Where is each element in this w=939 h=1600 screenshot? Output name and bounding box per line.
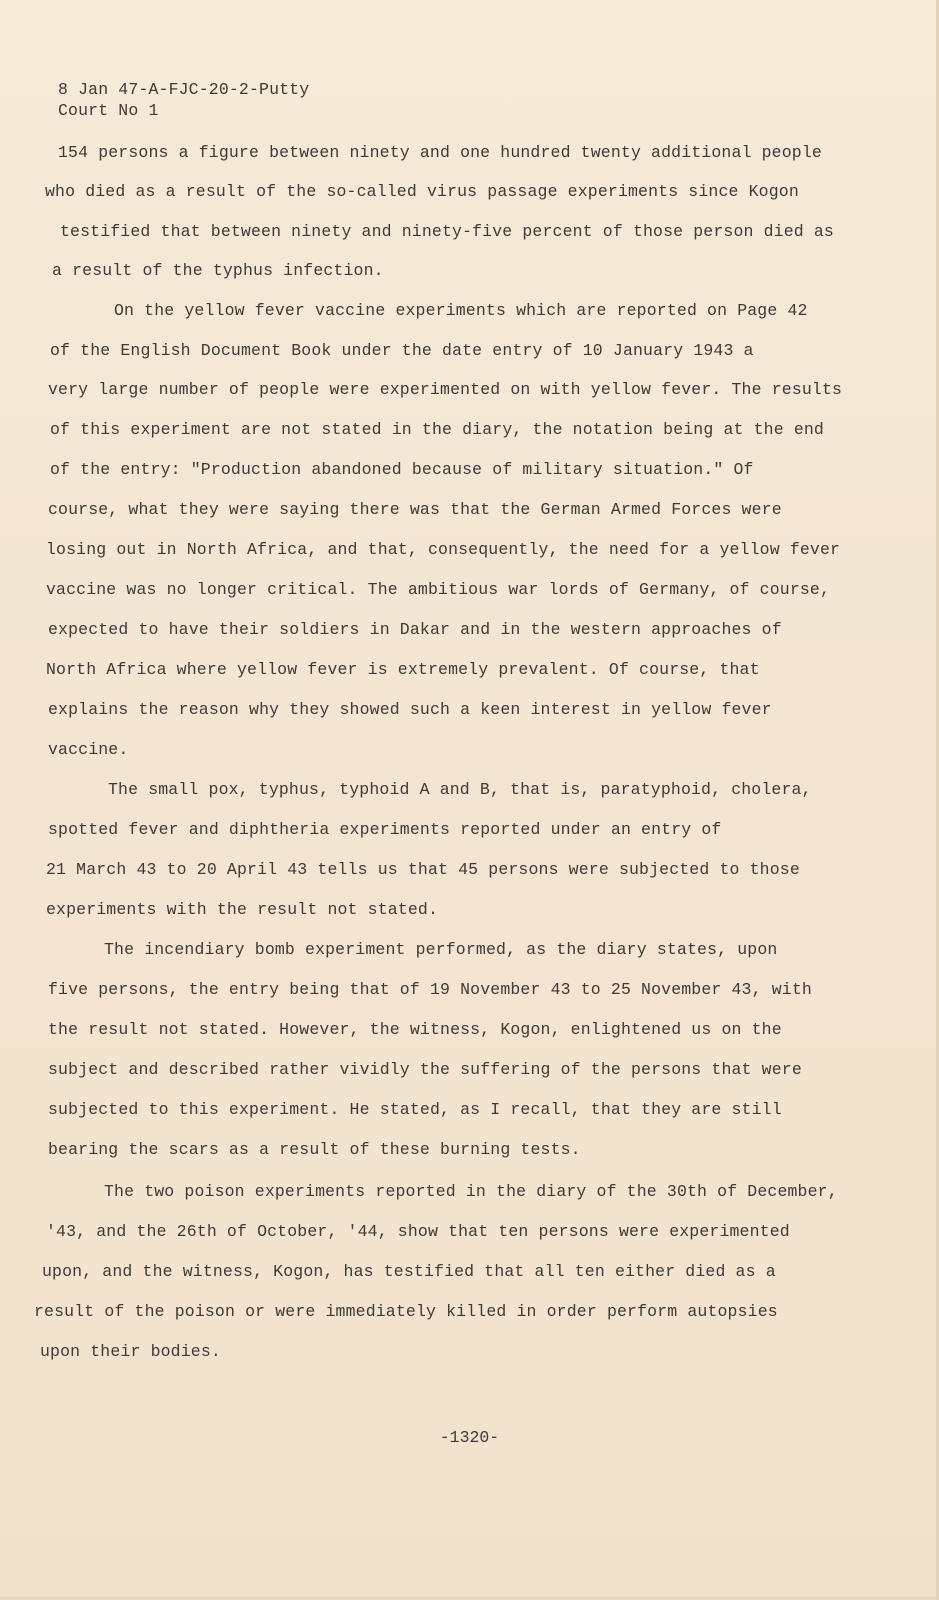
text-line: explains the reason why they showed such a keen interest in yellow fever: [48, 700, 772, 719]
text-line: upon, and the witness, Kogon, has testified that all ten either died as a: [42, 1262, 776, 1281]
text-line: a result of the typhus infection.: [52, 261, 384, 280]
text-line: North Africa where yellow fever is extremely prevalent. Of course, that: [46, 660, 760, 679]
text-line: '43, and the 26th of October, '44, show that ten persons were experimented: [46, 1222, 790, 1241]
text-line: spotted fever and diphtheria experiments reported under an entry of: [48, 820, 722, 839]
text-line: who died as a result of the so-called virus passage experiments since Kogon: [45, 182, 799, 201]
text-line: result of the poison or were immediately killed in order perform autopsies: [34, 1302, 778, 1321]
text-line: 154 persons a figure between ninety and one hundred twenty additional people: [58, 143, 822, 162]
text-line: of the English Document Book under the date entry of 10 January 1943 a: [50, 341, 754, 360]
text-line: losing out in North Africa, and that, consequently, the need for a yellow fever: [46, 540, 841, 559]
text-line: the result not stated. However, the witness, Kogon, enlightened us on the: [48, 1020, 782, 1039]
text-line: five persons, the entry being that of 19 November 43 to 25 November 43, with: [48, 980, 812, 999]
text-line: vaccine.: [48, 740, 129, 759]
text-line: bearing the scars as a result of these burning tests.: [48, 1140, 581, 1159]
header-line-2: Court No 1: [58, 101, 159, 120]
text-line: subjected to this experiment. He stated, as I recall, that they are still: [48, 1100, 782, 1119]
text-line: upon their bodies.: [40, 1342, 221, 1361]
text-line: course, what they were saying there was that the German Armed Forces were: [48, 500, 782, 519]
text-line: of this experiment are not stated in the diary, the notation being at the end: [50, 420, 824, 439]
page-number: -1320-: [439, 1428, 500, 1447]
text-line: subject and described rather vividly the suffering of the persons that were: [48, 1060, 802, 1079]
text-line: vaccine was no longer critical. The ambitious war lords of Germany, of course,: [46, 580, 831, 599]
text-line: very large number of people were experimented on with yellow fever. The results: [48, 380, 843, 399]
text-line: The incendiary bomb experiment performed, as the diary states, upon: [104, 940, 778, 959]
text-line: The two poison experiments reported in the diary of the 30th of December,: [104, 1182, 838, 1201]
text-line: On the yellow fever vaccine experiments which are reported on Page 42: [114, 301, 808, 320]
text-line: testified that between ninety and ninety-five percent of those person died as: [60, 222, 834, 241]
header-line-1: 8 Jan 47-A-FJC-20-2-Putty: [58, 80, 310, 99]
text-line: 21 March 43 to 20 April 43 tells us that 45 persons were subjected to those: [46, 860, 800, 879]
text-line: The small pox, typhus, typhoid A and B, that is, paratyphoid, cholera,: [108, 780, 812, 799]
text-line: of the entry: "Production abandoned because of military situation." Of: [50, 460, 754, 479]
text-line: expected to have their soldiers in Dakar and in the western approaches of: [48, 620, 782, 639]
text-line: experiments with the result not stated.: [46, 900, 439, 919]
